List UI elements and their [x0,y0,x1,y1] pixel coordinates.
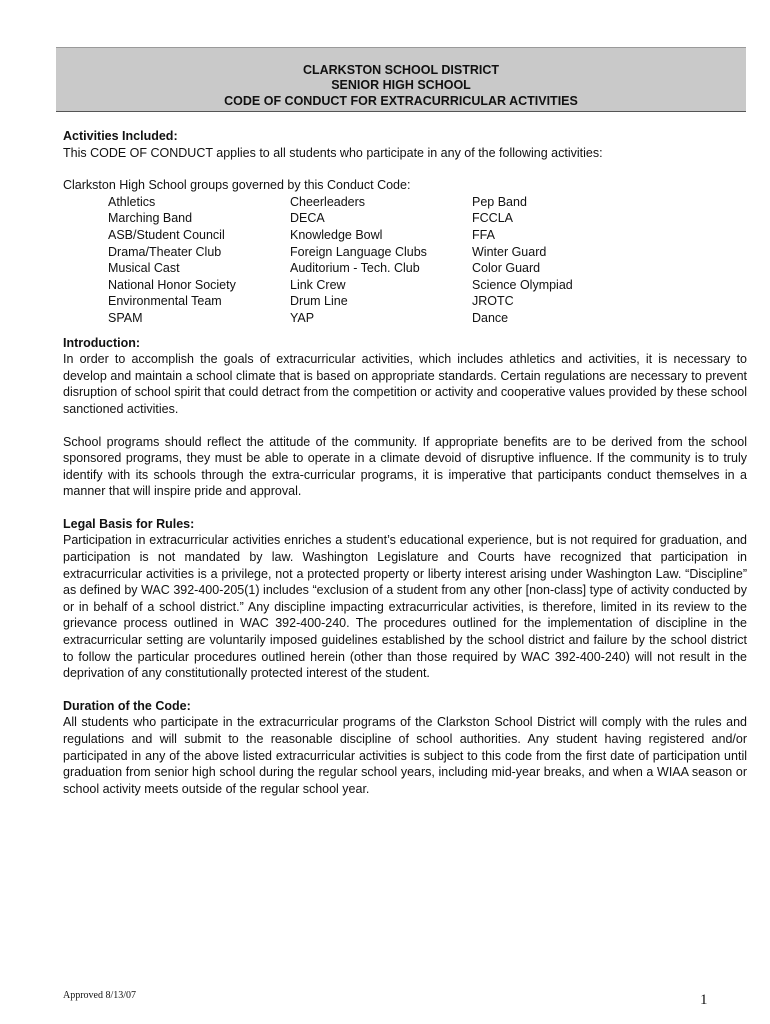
activity-item: Knowledge Bowl [290,227,383,242]
groups-label: Clarkston High School groups governed by this Conduct Code: [63,178,411,193]
school-title: SENIOR HIGH SCHOOL [331,78,471,92]
document-header [56,47,746,112]
activity-item: Drum Line [290,294,348,309]
activity-item: Cheerleaders [290,194,366,209]
activities-heading: Activities Included: [63,129,178,143]
activity-item: SPAM [108,310,143,325]
activity-item: Dance [472,310,509,325]
activity-item: Athletics [108,194,156,209]
activity-item: ASB/Student Council [108,227,225,242]
activity-item: DECA [290,211,325,226]
activity-item: Environmental Team [108,294,222,309]
activity-item: National Honor Society [108,277,236,292]
activity-item: Link Crew [290,277,346,292]
activity-item: FFA [472,227,495,242]
page-number: 1 [700,992,708,1008]
activity-item: Foreign Language Clubs [290,244,427,259]
duration-heading: Duration of the Code: [63,698,191,713]
legal-basis-heading: Legal Basis for Rules: [63,516,195,531]
activity-item: Auditorium - Tech. Club [290,261,420,276]
activity-list [108,194,747,327]
introduction-paragraph-1: In order to accomplish the goals of extracurricular activities, which includes athletics and activities, it is necessary to develop and maintain a school climate that is based on appropriate standards. Certain regulations are necessary to prevent disruption of school spirit that could detract from the competition or activity and cooperative values provided by these school sanctioned activities. [63,352,747,416]
duration-paragraph: All students who participate in the extracurricular programs of the Clarkston School District will comply with the rules and regulations and will submit to the reasonable discipline of school authorities. Any student having registered and/or participated in any of the above listed extracurricular activities is subject to this code from the first date of participation until graduation from senior high school during the regular school years, including mid-year breaks, and when a WIAA season or school activity meets outside of the regular school year. [63,715,747,796]
activity-item: Science Olympiad [472,277,573,292]
activity-item: JROTC [472,294,514,309]
activities-intro: This CODE OF CONDUCT applies to all students who participate in any of the following activities: [63,145,603,160]
document-title: CODE OF CONDUCT FOR EXTRACURRICULAR ACTIVITIES [224,93,578,108]
approval-date: Approved 8/13/07 [63,990,137,1001]
legal-basis-section [63,516,747,682]
activity-item: Winter Guard [472,244,547,259]
introduction-section [63,335,747,500]
legal-basis-paragraph: Participation in extracurricular activities enriches a student’s educational experience, but is not required for graduation, and participation is not mandated by law. Washington Legislature and Courts have recognized that participation in extracurricular activities is a privilege, not a protected property or liberty interest arising under Washington Law. “Discipline” as defined by WAC 392-400-205(1) includes “exclusion of a student from any other [non-class] type of activity conducted by or in behalf of a school district.” Any discipline impacting extracurricular activities, is therefore, limited in its review to the grievance process outlined in WAC 392-400-240. The procedures outlined for the implementation of discipline in the extracurricular setting are voluntarily imposed guidelines established by the school district and failure by the school district to follow the particular procedures outlined herein (other than those required by WAC 392-400-240) will not result in the deprivation of any constitutionally protected interest of the student. [63,533,747,681]
activity-item: YAP [290,310,315,325]
activities-section [63,128,747,327]
activity-item: Pep Band [472,194,527,209]
duration-section [63,698,747,798]
activity-item: Color Guard [472,261,541,276]
activity-item: Marching Band [108,211,193,226]
district-title: CLARKSTON SCHOOL DISTRICT [302,62,500,77]
introduction-heading: Introduction: [63,335,141,350]
document-body [63,128,747,797]
activity-item: Musical Cast [108,261,180,276]
activity-item: Drama/Theater Club [108,244,222,259]
activity-item: FCCLA [472,211,513,226]
introduction-paragraph-2: School programs should reflect the attitude of the community. If appropriate benefits are to be derived from the school sponsored programs, they must be able to operate in a climate devoid of disruptive influence. If the community is to truly identify with its schools through the extra-curricular programs, it is imperative that participants conduct themselves in a manner that will inspire pride and approval. [63,434,747,499]
